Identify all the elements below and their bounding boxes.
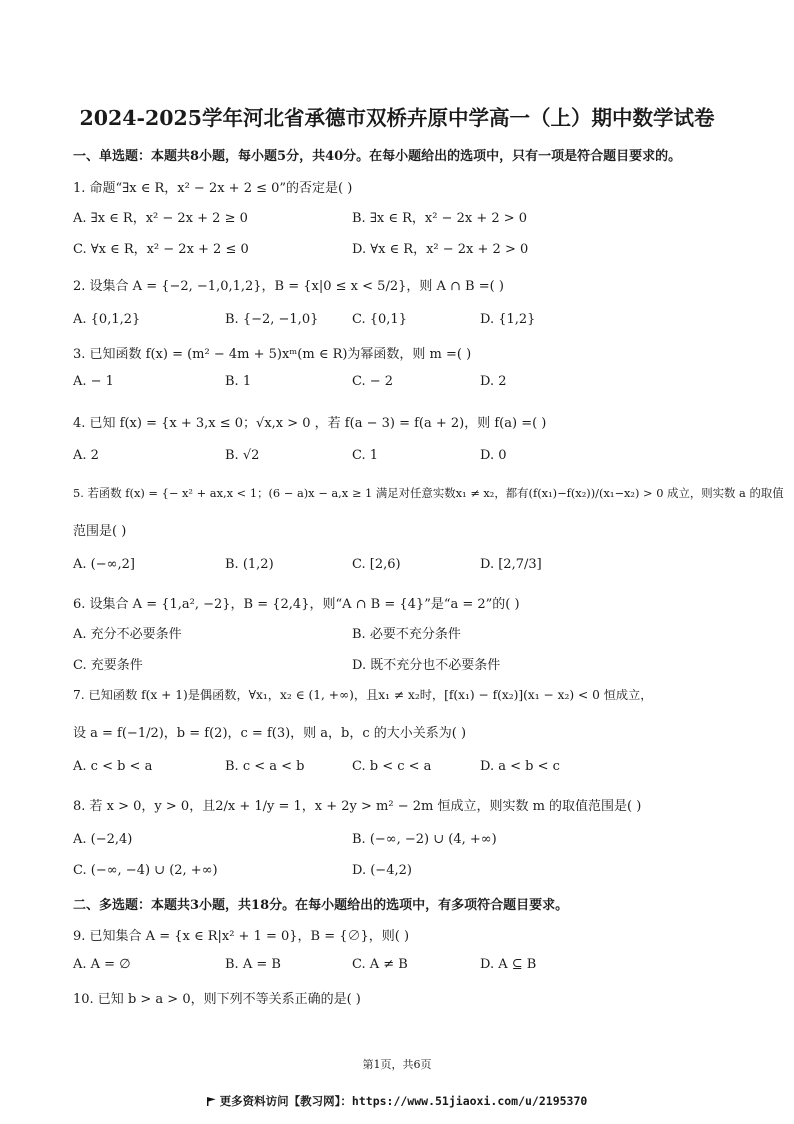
question-4-option-d: D. 0 xyxy=(480,448,507,463)
question-2-option-c: C. {0,1} xyxy=(352,312,407,327)
question-9-option-b: B. A = B xyxy=(225,957,281,972)
question-2-option-d: D. {1,2} xyxy=(480,312,536,327)
question-7-option-a: A. c < b < a xyxy=(73,759,153,774)
question-3-option-a: A. − 1 xyxy=(73,374,114,389)
question-6-option-c: C. 充要条件 xyxy=(73,658,143,673)
question-4-stem: 4. 已知 f(x) = {x + 3,x ≤ 0；√x,x > 0 ，若 f(a − 3) = f(a + 2)，则 f(a) =( ) xyxy=(73,416,547,431)
page-number: 第1页，共6页 xyxy=(362,1058,432,1071)
question-7-option-c: C. b < c < a xyxy=(352,759,432,774)
question-5-stem: 5. 若函数 f(x) = {− x² + ax,x < 1；(6 − a)x − a,x ≥ 1 满足对任意实数x₁ ≠ x₂，都有(f(x₁)−f(x₂))/(x₁−x₂) > 0 成立，则实数 a 的取值 xyxy=(73,486,784,500)
question-9-option-a: A. A = ∅ xyxy=(73,957,131,972)
question-3-stem: 3. 已知函数 f(x) = (m² − 4m + 5)xᵐ(m ∈ R)为幂函数，则 m =( ) xyxy=(73,347,472,362)
question-1-option-c: C. ∀x ∈ R，x² − 2x + 2 ≤ 0 xyxy=(73,242,249,257)
section-heading-multiple-choice: 二、多选题：本题共3小题，共18分。在每小题给出的选项中，有多项符合题目要求。 xyxy=(73,898,569,913)
question-5-option-a: A. (−∞,2] xyxy=(73,557,135,572)
question-7-stem: 7. 已知函数 f(x + 1)是偶函数，∀x₁，x₂ ∈ (1, +∞)，且x₁ ≠ x₂时，[f(x₁) − f(x₂)](x₁ − x₂) < 0 恒成立， xyxy=(73,688,653,702)
question-5-option-d: D. [2,7/3] xyxy=(480,557,542,572)
flag-icon xyxy=(207,1097,216,1106)
question-9-option-c: C. A ≠ B xyxy=(352,957,408,972)
question-1-option-d: D. ∀x ∈ R，x² − 2x + 2 > 0 xyxy=(352,242,529,257)
question-6-option-b: B. 必要不充分条件 xyxy=(352,627,461,642)
question-3-option-b: B. 1 xyxy=(225,374,252,389)
question-5-option-c: C. [2,6) xyxy=(352,557,401,572)
question-10-stem: 10. 已知 b > a > 0，则下列不等关系正确的是( ) xyxy=(73,992,361,1007)
question-8-option-a: A. (−2,4) xyxy=(73,832,133,847)
question-5-stem-continued: 范围是( ) xyxy=(73,524,127,539)
question-1-option-a: A. ∃x ∈ R，x² − 2x + 2 ≥ 0 xyxy=(73,211,248,226)
question-6-stem: 6. 设集合 A = {1,a², −2}，B = {2,4}，则“A ∩ B = {4}”是“a = 2”的( ) xyxy=(73,597,520,612)
question-1-stem: 1. 命题“∃x ∈ R，x² − 2x + 2 ≤ 0”的否定是( ) xyxy=(73,181,353,196)
question-3-option-d: D. 2 xyxy=(480,374,507,389)
page-title: 2024-2025学年河北省承德市双桥卉原中学高一（上）期中数学试卷 xyxy=(79,106,715,130)
question-4-option-c: C. 1 xyxy=(352,448,379,463)
question-2-stem: 2. 设集合 A = {−2, −1,0,1,2}，B = {x|0 ≤ x < 5/2}，则 A ∩ B =( ) xyxy=(73,279,504,294)
question-9-stem: 9. 已知集合 A = {x ∈ R|x² + 1 = 0}，B = {∅}，则( ) xyxy=(73,929,410,944)
question-2-option-a: A. {0,1,2} xyxy=(73,312,141,327)
question-8-option-b: B. (−∞, −2) ∪ (4, +∞) xyxy=(352,832,497,847)
question-4-option-b: B. √2 xyxy=(225,448,260,463)
question-8-option-c: C. (−∞, −4) ∪ (2, +∞) xyxy=(73,863,218,878)
question-5-option-b: B. (1,2) xyxy=(225,557,274,572)
question-6-option-d: D. 既不充分也不必要条件 xyxy=(352,658,501,673)
question-2-option-b: B. {−2, −1,0} xyxy=(225,312,319,327)
question-8-option-d: D. (−4,2) xyxy=(352,863,412,878)
question-8-stem: 8. 若 x > 0，y > 0，且2/x + 1/y = 1，x + 2y > m² − 2m 恒成立，则实数 m 的取值范围是( ) xyxy=(73,799,642,814)
question-1-option-b: B. ∃x ∈ R，x² − 2x + 2 > 0 xyxy=(352,211,528,226)
resource-banner-text[interactable]: 更多资料访问【教习网】：https://www.51jiaoxi.com/u/2195370 xyxy=(219,1094,588,1108)
resource-banner[interactable] xyxy=(0,1093,794,1109)
question-7-option-d: D. a < b < c xyxy=(480,759,560,774)
section-heading-single-choice: 一、单选题：本题共8小题，每小题5分，共40分。在每小题给出的选项中，只有一项是符合题目要求的。 xyxy=(73,149,682,164)
question-7-stem-continued: 设 a = f(−1/2)，b = f(2)，c = f(3)，则 a，b，c 的大小关系为( ) xyxy=(73,726,467,741)
question-6-option-a: A. 充分不必要条件 xyxy=(73,627,182,642)
question-3-option-c: C. − 2 xyxy=(352,374,394,389)
question-4-option-a: A. 2 xyxy=(73,448,99,463)
question-9-option-d: D. A ⊆ B xyxy=(480,957,537,972)
question-7-option-b: B. c < a < b xyxy=(225,759,305,774)
